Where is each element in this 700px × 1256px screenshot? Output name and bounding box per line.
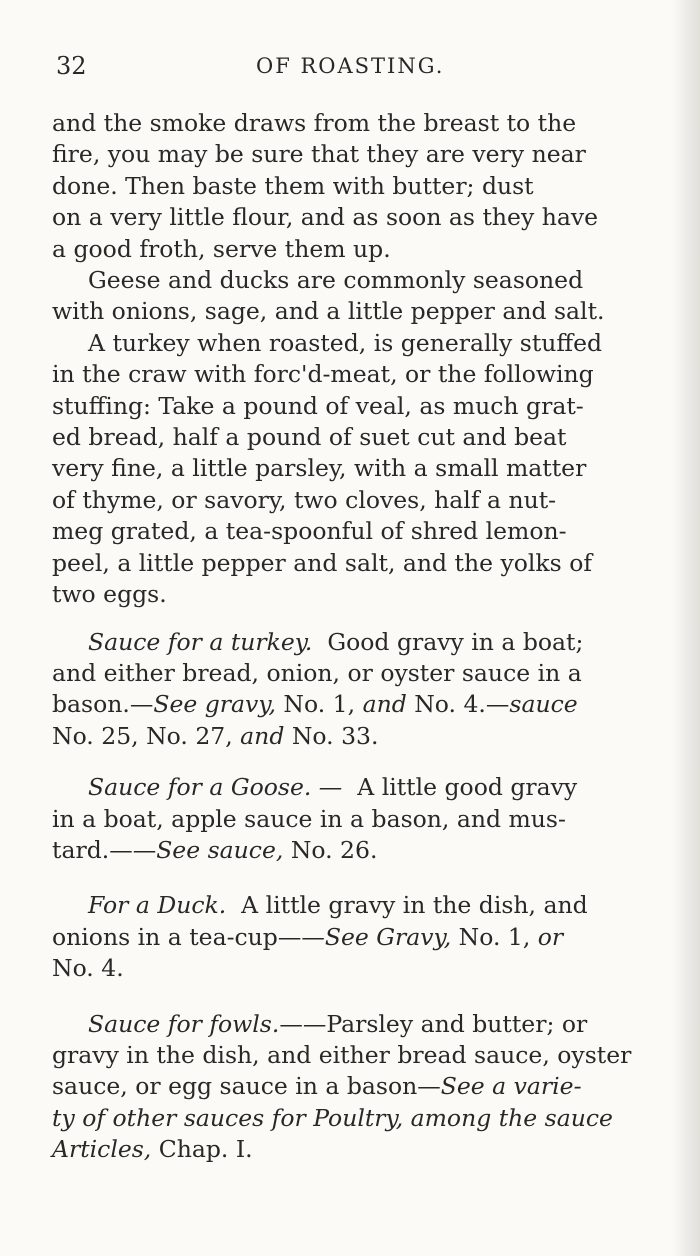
text-line: two eggs. [52,580,167,609]
paragraph-geese [52,265,664,328]
text-line: No. 4. [52,954,124,983]
sauce-heading-duck: For a Duck. [88,891,227,920]
body-text [52,108,664,1166]
text-line: ty of other sauces for Poultry, among the sauce [52,1103,613,1132]
text-line: meg grated, a tea-spoonful of shred lemon- [52,517,567,546]
sauce-heading-turkey: Sauce for a turkey. [88,627,313,656]
running-head [56,52,660,86]
paragraph-sauce-duck [52,890,664,984]
text-line: stuffing: Take a pound of veal, as much grat- [52,391,584,420]
text-line: ——Parsley and butter; or [279,1009,588,1038]
text-run: and [240,721,285,750]
paragraph-sauce-turkey [52,627,664,753]
paragraph-sauce-fowls [52,1009,664,1166]
text-line: done. Then baste them with butter; dust [52,171,534,200]
sauce-heading-fowls: Sauce for fowls. [88,1009,280,1038]
text-run: See gravy, [153,690,276,719]
text-line: and the smoke draws from the breast to the [52,109,577,137]
text-run: No. 25, No. 27, [52,721,241,750]
text-line: fire, you may be sure that they are very near [52,140,586,169]
sauce-heading-goose: Sauce for a Goose. — [88,773,343,802]
text-run: No. 4.— [406,690,510,719]
text-run: See sauce, [156,835,284,864]
text-run: tard.—— [52,835,157,864]
text-line: a good froth, serve them up. [52,234,391,263]
running-title: OF ROASTING. [256,54,445,78]
text-run: sauce, or egg sauce in a bason— [52,1072,441,1101]
text-run: Chap. I. [151,1135,253,1164]
text-line: gravy in the dish, and either bread sauce, oyster [52,1040,632,1069]
text-run: and [362,690,407,719]
text-line: A little good gravy [357,773,578,802]
text-run: or [537,922,564,951]
text-line: Good gravy in a boat; [327,627,584,656]
paragraph-smoke [52,108,664,265]
text-run: No. 1, [451,922,538,951]
text-line: A turkey when roasted, is generally stuffed [88,328,603,357]
text-run: No. 26. [283,835,378,864]
text-run: See a varie- [440,1072,582,1101]
paragraph-sauce-goose [52,772,664,866]
text-line: in a boat, apple sauce in a bason, and mus- [52,804,566,833]
text-line: of thyme, or savory, two cloves, half a nut- [52,485,557,514]
page-number: 32 [56,52,87,80]
text-line: on a very little flour, and as soon as they have [52,203,599,232]
text-line: Geese and ducks are commonly seasoned [88,266,584,295]
text-line: peel, a little pepper and salt, and the yolks of [52,548,593,577]
text-line: and either bread, onion, or oyster sauce in a [52,658,582,687]
text-run: bason.— [52,690,154,719]
paragraph-turkey [52,328,664,611]
text-line: with onions, sage, and a little pepper and salt. [52,297,605,326]
text-run: onions in a tea-cup—— [52,922,325,951]
text-line: very fine, a little parsley, with a small matter [52,454,587,483]
text-line: ed bread, half a pound of suet cut and beat [52,423,567,452]
text-run: No. 1, [275,690,363,719]
page-edge-shadow [672,0,700,1256]
text-run: No. 33. [284,721,379,750]
text-line: A little gravy in the dish, and [241,891,588,920]
text-run: Articles, [52,1135,152,1164]
text-run: See Gravy, [324,922,452,951]
text-line: in the craw with forc'd-meat, or the following [52,360,594,389]
text-run: sauce [509,690,578,719]
